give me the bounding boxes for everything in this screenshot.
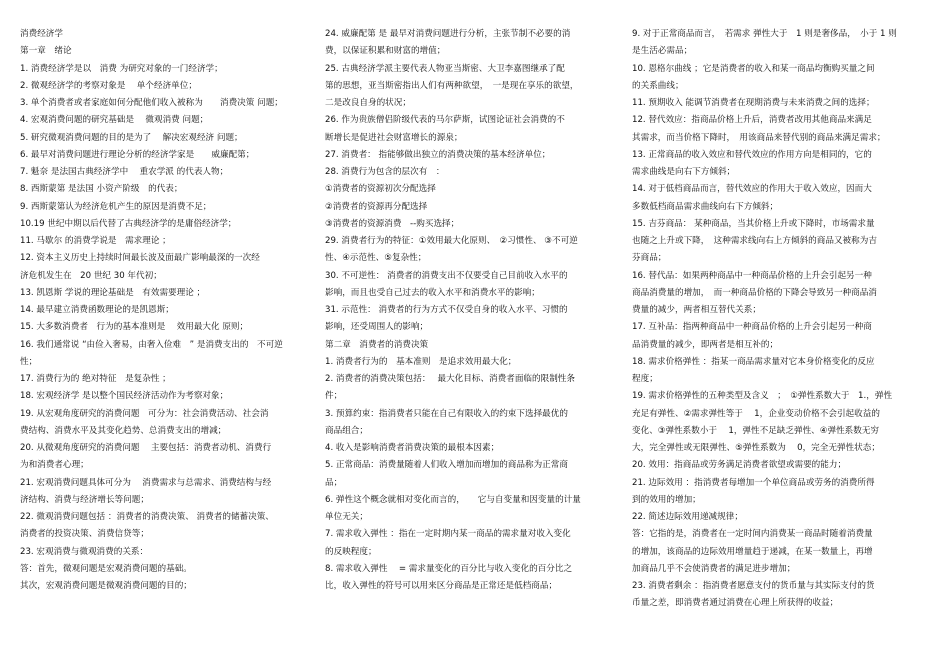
text-line: 5. 研究微观消费问题的目的是为了 解决宏观经济 问题； (20, 132, 243, 143)
text-line: 第的思想，亚当斯密指出人们有两种欲望， 一是现在享乐的欲望， (325, 80, 579, 91)
text-line: 11. 马歇尔 的消费学说是 需求理论 ； (20, 236, 171, 246)
text-line: 程度； (632, 374, 658, 384)
text-line: 币量之差，即消费者通过消费在心理上所获得的收益； (632, 598, 839, 609)
text-line: 消费经济学 (20, 29, 63, 39)
text-line: 31. 示范性： 消费者的行为方式不仅受自身的收入水平、习惯的 (325, 305, 568, 315)
text-line: 10.19 世纪中期以后代替了古典经济学的是庸俗经济学； (20, 218, 237, 229)
text-line: 费量的减少，两者相互替代关系； (632, 305, 761, 315)
text-line: 第二章 消费者的消费决策 (325, 339, 429, 350)
text-line: 27. 消费者： 指能够做出独立的消费决策的基本经济单位； (325, 149, 551, 160)
text-line: 充足有弹性、②需求弹性等于 1，企业变动价格不会引起收益的 (632, 408, 880, 419)
text-line: 4. 宏观消费问题的研究基础是 微观消费 问题； (20, 115, 209, 126)
text-line: 消费者的投资决策、消费信贷等； (20, 529, 149, 540)
text-line: 13. 正常商品的收入效应和替代效应的作用方向是相同的，它的 (632, 149, 872, 160)
text-line: 费，以保证积累和财富的增值； (325, 46, 446, 57)
text-line: 21. 边际效用 ：指消费者每增加一个单位商品或劳务的消费所得 (632, 477, 875, 488)
text-line: 12. 替代效应：指商品价格上升后，消费者改用其他商品来满足 (632, 115, 872, 126)
text-line: 26. 作为贵族僧侣阶级代表的马尔萨斯，试图论证社会消费的不 (325, 115, 565, 126)
text-line: 14. 最早建立消费函数理论的是凯恩斯； (20, 305, 174, 315)
text-line: 多数低档商品需求曲线向右下方倾斜； (632, 201, 779, 212)
text-line: 6. 弹性这个概念就相对变化而言的， 它与自变量和因变量的计量 (325, 494, 581, 505)
text-line: 二是改良自身的状况； (325, 98, 411, 108)
text-line: 影响，而且也受自己过去的收入水平和消费水平的影响； (325, 287, 540, 298)
text-line: 的关系曲线； (632, 80, 684, 91)
text-line: 23. 消费者剩余 ：指消费者愿意支付的货币量与其实际支付的货 (632, 581, 875, 591)
text-line: 断增长是促进社会财富增长的源泉； (325, 132, 463, 143)
text-line: 是生活必需品； (632, 46, 693, 57)
text-line: 16. 我们通常说 “由俭入奢易，由奢入俭难 ” 是消费支出的 不可逆 (20, 339, 283, 350)
text-line: ②消费者的资源再分配选择 (325, 201, 428, 212)
text-line: 商品消费量的增加， 而一种商品价格的下降会导致另一种商品消 (632, 287, 877, 298)
text-line: 10. 恩格尔曲线 ；它是消费者的收入和某一商品均衡购买量之间 (632, 63, 875, 74)
text-line: 答：它指的是，消费者在一定时间内消费某一商品时随着消费量 (632, 529, 873, 540)
text-line: 大，完全弹性或无限弹性、⑤弹性系数为 0，完全无弹性状态； (632, 443, 880, 453)
text-line: 14. 对于低档商品而言，替代效应的作用大于收入效应，因而大 (632, 184, 872, 195)
text-line: 11. 预期收入 能调节消费者在现期消费与未来消费之间的选择； (632, 98, 875, 108)
text-line: ①消费者的资源初次分配选择 (325, 184, 436, 195)
text-line: 25. 古典经济学派主要代表人物亚当斯密、大卫李嘉图继承了配 (325, 63, 565, 74)
column-right (632, 26, 932, 613)
text-line: ③消费者的资源消费 --购买选择； (325, 218, 460, 229)
text-line: 5. 正常商品：消费量随着人们收入增加而增加的商品称为正常商 (325, 460, 568, 471)
text-line: 3. 单个消费者或者家庭如何分配他们收入被称为 消费决策 问题； (20, 98, 283, 108)
text-line: 济结构、消费与经济增长等问题； (20, 494, 149, 505)
text-line: 7. 魁奈 是法国古典经济学中 重农学派 的代表人物； (20, 167, 229, 177)
text-line: 1. 消费经济学是以 消费 为研究对象的一门经济学； (20, 63, 223, 74)
text-line: 9. 西斯蒙第认为经济危机产生的原因是消费不足； (20, 201, 212, 212)
text-line: 20. 效用：指商品或劳务满足消费者欲望或需要的能力； (632, 460, 847, 471)
text-line: 16. 替代品：如果两种商品中一种商品价格的上升会引起另一种 (632, 270, 872, 281)
text-line: 19. 需求价格弹性的五种类型及含义 ； ①弹性系数大于 1.，弹性 (632, 391, 893, 402)
text-line: 6. 最早对消费问题进行理论分析的经济学家是 威廉配第； (20, 149, 255, 160)
text-line: 变化、③弹性系数小于 1，弹性不足缺乏弹性、④弹性系数无穷 (632, 425, 880, 436)
text-line: 2. 消费者的消费决策包括： 最大化目标、消费者面临的限制性条 (325, 374, 575, 384)
text-line: 答：首先，微观问题是宏观消费问题的基础。 (20, 563, 192, 574)
text-line: 23. 宏观消费与微观消费的关系： (20, 546, 149, 557)
text-line: 为和消费者心理； (20, 460, 89, 471)
text-line: 品； (325, 477, 343, 488)
text-line: 比，收入弹性的符号可以用来区分商品是正常还是低档商品； (325, 581, 558, 591)
text-line: 17. 互补品：指两种商品中一种商品价格的上升会引起另一种商 (632, 322, 872, 333)
text-line: 的增加，该商品的边际效用增量趋于递减，在某一数量上，再增 (632, 546, 873, 557)
text-line: 13. 凯恩斯 学说的理论基础是 有效需要理论 ； (20, 287, 206, 298)
text-line: 4. 收入是影响消费者消费决策的最根本因素； (325, 443, 500, 453)
text-line: 18. 宏观经济学 是以整个国民经济活动作为考察对象； (20, 391, 229, 402)
text-line: 需求曲线是向右下方倾斜； (632, 167, 736, 177)
column-middle (325, 26, 615, 595)
text-line: 7. 需求收入弹性 ：指在一定时期内某一商品的需求量对收入变化 (325, 529, 571, 540)
text-line: 第一章 绪论 (20, 46, 72, 57)
text-line: 单位无关； (325, 512, 368, 522)
text-line: 20. 从微观角度研究的消费问题 主要包括：消费者动机、消费行 (20, 443, 272, 453)
text-line: 加商品几乎不会使消费者的满足进步增加； (632, 563, 796, 574)
text-line: 28. 消费行为包含的层次有 ： (325, 167, 445, 177)
text-line: 30. 不可逆性： 消费者的消费支出不仅要受自己目前收入水平的 (325, 270, 568, 281)
text-line: 12. 资本主义历史上持续时间最长波及面最广影响最深的一次经 (20, 253, 260, 264)
text-line: 性； (20, 356, 38, 367)
text-line: 24. 威廉配第 是 最早对消费问题进行分析，主张节制不必要的消 (325, 29, 571, 39)
text-line: 22. 简述边际效用递减规律； (632, 512, 743, 522)
text-line: 性、④示范性、⑤复杂性； (325, 253, 427, 264)
text-line: 件； (325, 391, 343, 402)
text-line: 3. 预算约束：指消费者只能在自己有限收入的约束下选择最优的 (325, 408, 568, 419)
text-line: 济危机发生在 20 世纪 30 年代初； (20, 270, 162, 281)
text-line: 品消费量的减少，即两者是相互补的； (632, 339, 779, 350)
text-line: 19. 从宏观角度研究的消费问题 可分为：社会消费活动、社会消 (20, 408, 269, 419)
text-line: 到的效用的增加； (632, 494, 701, 505)
text-line: 费结构、消费水平及其变化趋势、总消费支出的增减； (20, 425, 227, 436)
text-line: 其需求，而当价格下降时， 用该商品来替代别的商品来满足需求； (632, 132, 886, 143)
text-line: 21. 宏观消费问题具体可分为 消费需求与总需求、消费结构与经 (20, 477, 272, 488)
text-line: 29. 消费者行为的特征：①效用最大化原则、 ②习惯性、 ③不可逆 (325, 236, 578, 246)
text-line: 其次，宏观消费问题是微观消费问题的目的； (20, 581, 192, 591)
text-line: 8. 西斯蒙第 是法国 小资产阶级 的代表； (20, 184, 183, 195)
text-line: 17. 消费行为的 绝对特征 是复杂性 ； (20, 374, 171, 384)
text-line: 1. 消费者行为的 基本准则 是追求效用最大化； (325, 356, 517, 367)
text-line: 9. 对于正常商品而言， 若需求 弹性大于 1 则是奢侈品， 小于 1 则 (632, 29, 897, 39)
text-line: 的反映程度； (325, 546, 377, 557)
text-line: 15. 大多数消费者 行为的基本准则是 效用最大化 原则； (20, 322, 249, 333)
text-line: 也随之上升或下降， 这种需求线向右上方倾斜的商品又被称为吉 (632, 236, 877, 246)
text-line: 22. 微观消费问题包括 ：消费者的消费决策、 消费者的储蓄决策、 (20, 512, 274, 522)
text-line: 15. 吉芬商品： 某种商品，当其价格上升或下降时，市场需求量 (632, 218, 875, 229)
text-line: 商品组合； (325, 425, 368, 436)
text-line: 2. 微观经济学的考察对象是 单个经济单位； (20, 80, 197, 91)
text-line: 8. 需求收入弹性 = 需求量变化的百分比与收入变化的百分比之 (325, 563, 573, 574)
text-line: 芬商品； (632, 253, 667, 264)
text-line: 18. 需求价格弹性 ：指某一商品需求量对它本身价格变化的反应 (632, 356, 875, 367)
column-left (20, 26, 316, 595)
text-line: 影响，还受周围人的影响； (325, 322, 429, 333)
